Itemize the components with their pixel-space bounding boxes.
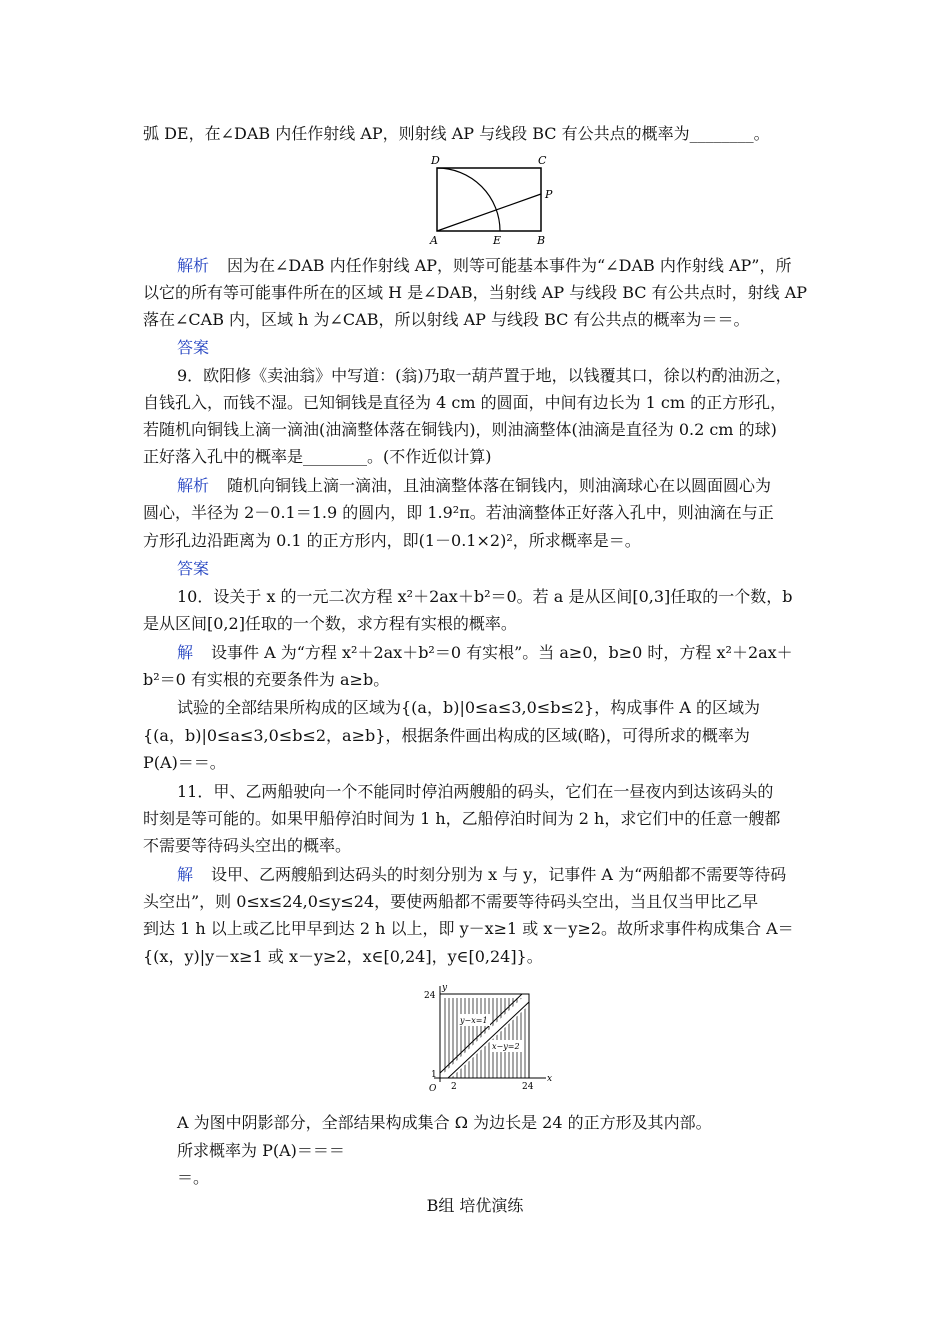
label-d: D xyxy=(431,154,440,167)
q9-solution-line1: 随机向铜钱上滴一滴油，且油滴整体落在铜钱内，则油滴球心在以圆面圆心为 xyxy=(227,476,772,495)
q10-line2: 是从区间[0,2]任取的一个数，求方程有实根的概率。 xyxy=(143,614,517,633)
arc-de xyxy=(437,168,500,231)
q11-line1: 11．甲、乙两船驶向一个不能同时停泊两艘船的码头，它们在一昼夜内到达该码头的 xyxy=(177,782,774,801)
tick-1: 1 xyxy=(431,1070,437,1080)
q10-solution-line2: b²＝0 有实根的充要条件为 a≥b。 xyxy=(143,670,390,689)
x-axis-label: x xyxy=(547,1074,553,1084)
q11-solution-line3: 到达 1 h 以上或乙比甲早到达 2 h 以上，即 y－x≥1 或 x－y≥2。故所求事件构成集合 A＝ xyxy=(143,919,794,938)
q11-solution-tag: 解 xyxy=(177,865,194,884)
figure-shaded-region xyxy=(420,982,560,1100)
ray-ap xyxy=(437,194,541,231)
q11-line3: 不需要等待码头空出的概率。 xyxy=(143,836,352,855)
q10-solution-line5: P(A)＝＝。 xyxy=(143,753,226,772)
q9-solution-line3: 方形孔边沿距离为 0.1 的正方形内，即(1－0.1×2)²，所求概率是＝。 xyxy=(143,531,641,550)
q9-line1: 9．欧阳修《卖油翁》中写道：(翁)乃取一葫芦置于地，以钱覆其口，徐以杓酌油沥之， xyxy=(177,366,792,385)
q11-after-line3: ＝。 xyxy=(177,1168,210,1187)
label-p: P xyxy=(545,188,553,201)
q9-solution-tag: 解析 xyxy=(177,476,210,495)
q10-solution-tag: 解 xyxy=(177,643,194,662)
q8-stem: 弧 DE，在∠DAB 内任作射线 AP，则射线 AP 与线段 BC 有公共点的概率为________。 xyxy=(143,124,770,143)
label-upper-line: y−x=1 xyxy=(460,1016,488,1025)
q10-solution-line3: 试验的全部结果所构成的区域为{(a，b)|0≤a≤3,0≤b≤2}，构成事件 A 的区域为 xyxy=(177,698,760,717)
origin-label: O xyxy=(429,1084,437,1094)
q8-answer-tag: 答案 xyxy=(177,338,210,357)
label-b: B xyxy=(537,234,546,247)
q8-solution-line3: 落在∠CAB 内，区域 h 为∠CAB，所以射线 AP 与线段 BC 有公共点的概率为＝＝。 xyxy=(143,310,750,329)
q11-solution-line4: {(x，y)|y－x≥1 或 x－y≥2，x∈[0,24]，y∈[0,24]}。 xyxy=(143,947,543,966)
q11-after-line1: A 为图中阴影部分，全部结果构成集合 Ω 为边长是 24 的正方形及其内部。 xyxy=(177,1113,712,1132)
label-e: E xyxy=(493,234,502,247)
q9-answer-tag: 答案 xyxy=(177,559,210,578)
label-lower-line: x−y=2 xyxy=(492,1042,520,1051)
q9-line4: 正好落入孔中的概率是________。(不作近似计算) xyxy=(143,447,492,466)
q10-line1: 10．设关于 x 的一元二次方程 x²＋2ax＋b²＝0。若 a 是从区间[0,3]任取的一个数，b xyxy=(177,587,793,606)
q11-line2: 时刻是等可能的。如果甲船停泊时间为 1 h，乙船停泊时间为 2 h，求它们中的任意一艘都 xyxy=(143,809,781,828)
q8-solution-tag: 解析 xyxy=(177,256,210,275)
label-c: C xyxy=(538,154,547,167)
q11-after-line2: 所求概率为 P(A)＝＝＝ xyxy=(177,1141,345,1160)
q10-solution-line1: 设事件 A 为“方程 x²＋2ax＋b²＝0 有实根”。当 a≥0，b≥0 时，方程 x²＋2ax＋ xyxy=(211,643,793,662)
figure-rectangle-arc xyxy=(424,150,564,250)
y-axis-label: y xyxy=(442,983,448,993)
q11-solution-line1: 设甲、乙两艘船到达码头的时刻分别为 x 与 y，记事件 A 为“两船都不需要等待码 xyxy=(211,865,787,884)
tick-24-x: 24 xyxy=(522,1082,534,1092)
tick-2: 2 xyxy=(451,1082,457,1092)
q9-solution-line2: 圆心，半径为 2－0.1＝1.9 的圆内，即 1.9²π。若油滴整体正好落入孔中，则油滴在与正 xyxy=(143,503,774,522)
q8-solution-line1: 因为在∠DAB 内任作射线 AP，则等可能基本事件为“∠DAB 内作射线 AP”，所 xyxy=(227,256,792,275)
label-a: A xyxy=(430,234,438,247)
q9-line3: 若随机向铜钱上滴一滴油(油滴整体落在铜钱内)，则油滴整体(油滴是直径为 0.2 cm 的球) xyxy=(143,420,777,439)
q11-solution-line2: 头空出”，则 0≤x≤24,0≤y≤24，要使两船都不需要等待码头空出，当且仅当甲比乙早 xyxy=(143,892,759,911)
tick-24-y: 24 xyxy=(424,991,436,1001)
q8-solution-line2: 以它的所有等可能事件所在的区域 H 是∠DAB，当射线 AP 与线段 BC 有公共点时，射线 AP xyxy=(143,283,808,302)
section-heading: B组 培优演练 xyxy=(426,1196,524,1215)
q10-solution-line4: {(a，b)|0≤a≤3,0≤b≤2，a≥b}，根据条件画出构成的区域(略)，可得所求的概率为 xyxy=(143,726,750,745)
q9-line2: 自钱孔入，而钱不湿。已知铜钱是直径为 4 cm 的圆面，中间有边长为 1 cm 的正方形孔， xyxy=(143,393,787,412)
